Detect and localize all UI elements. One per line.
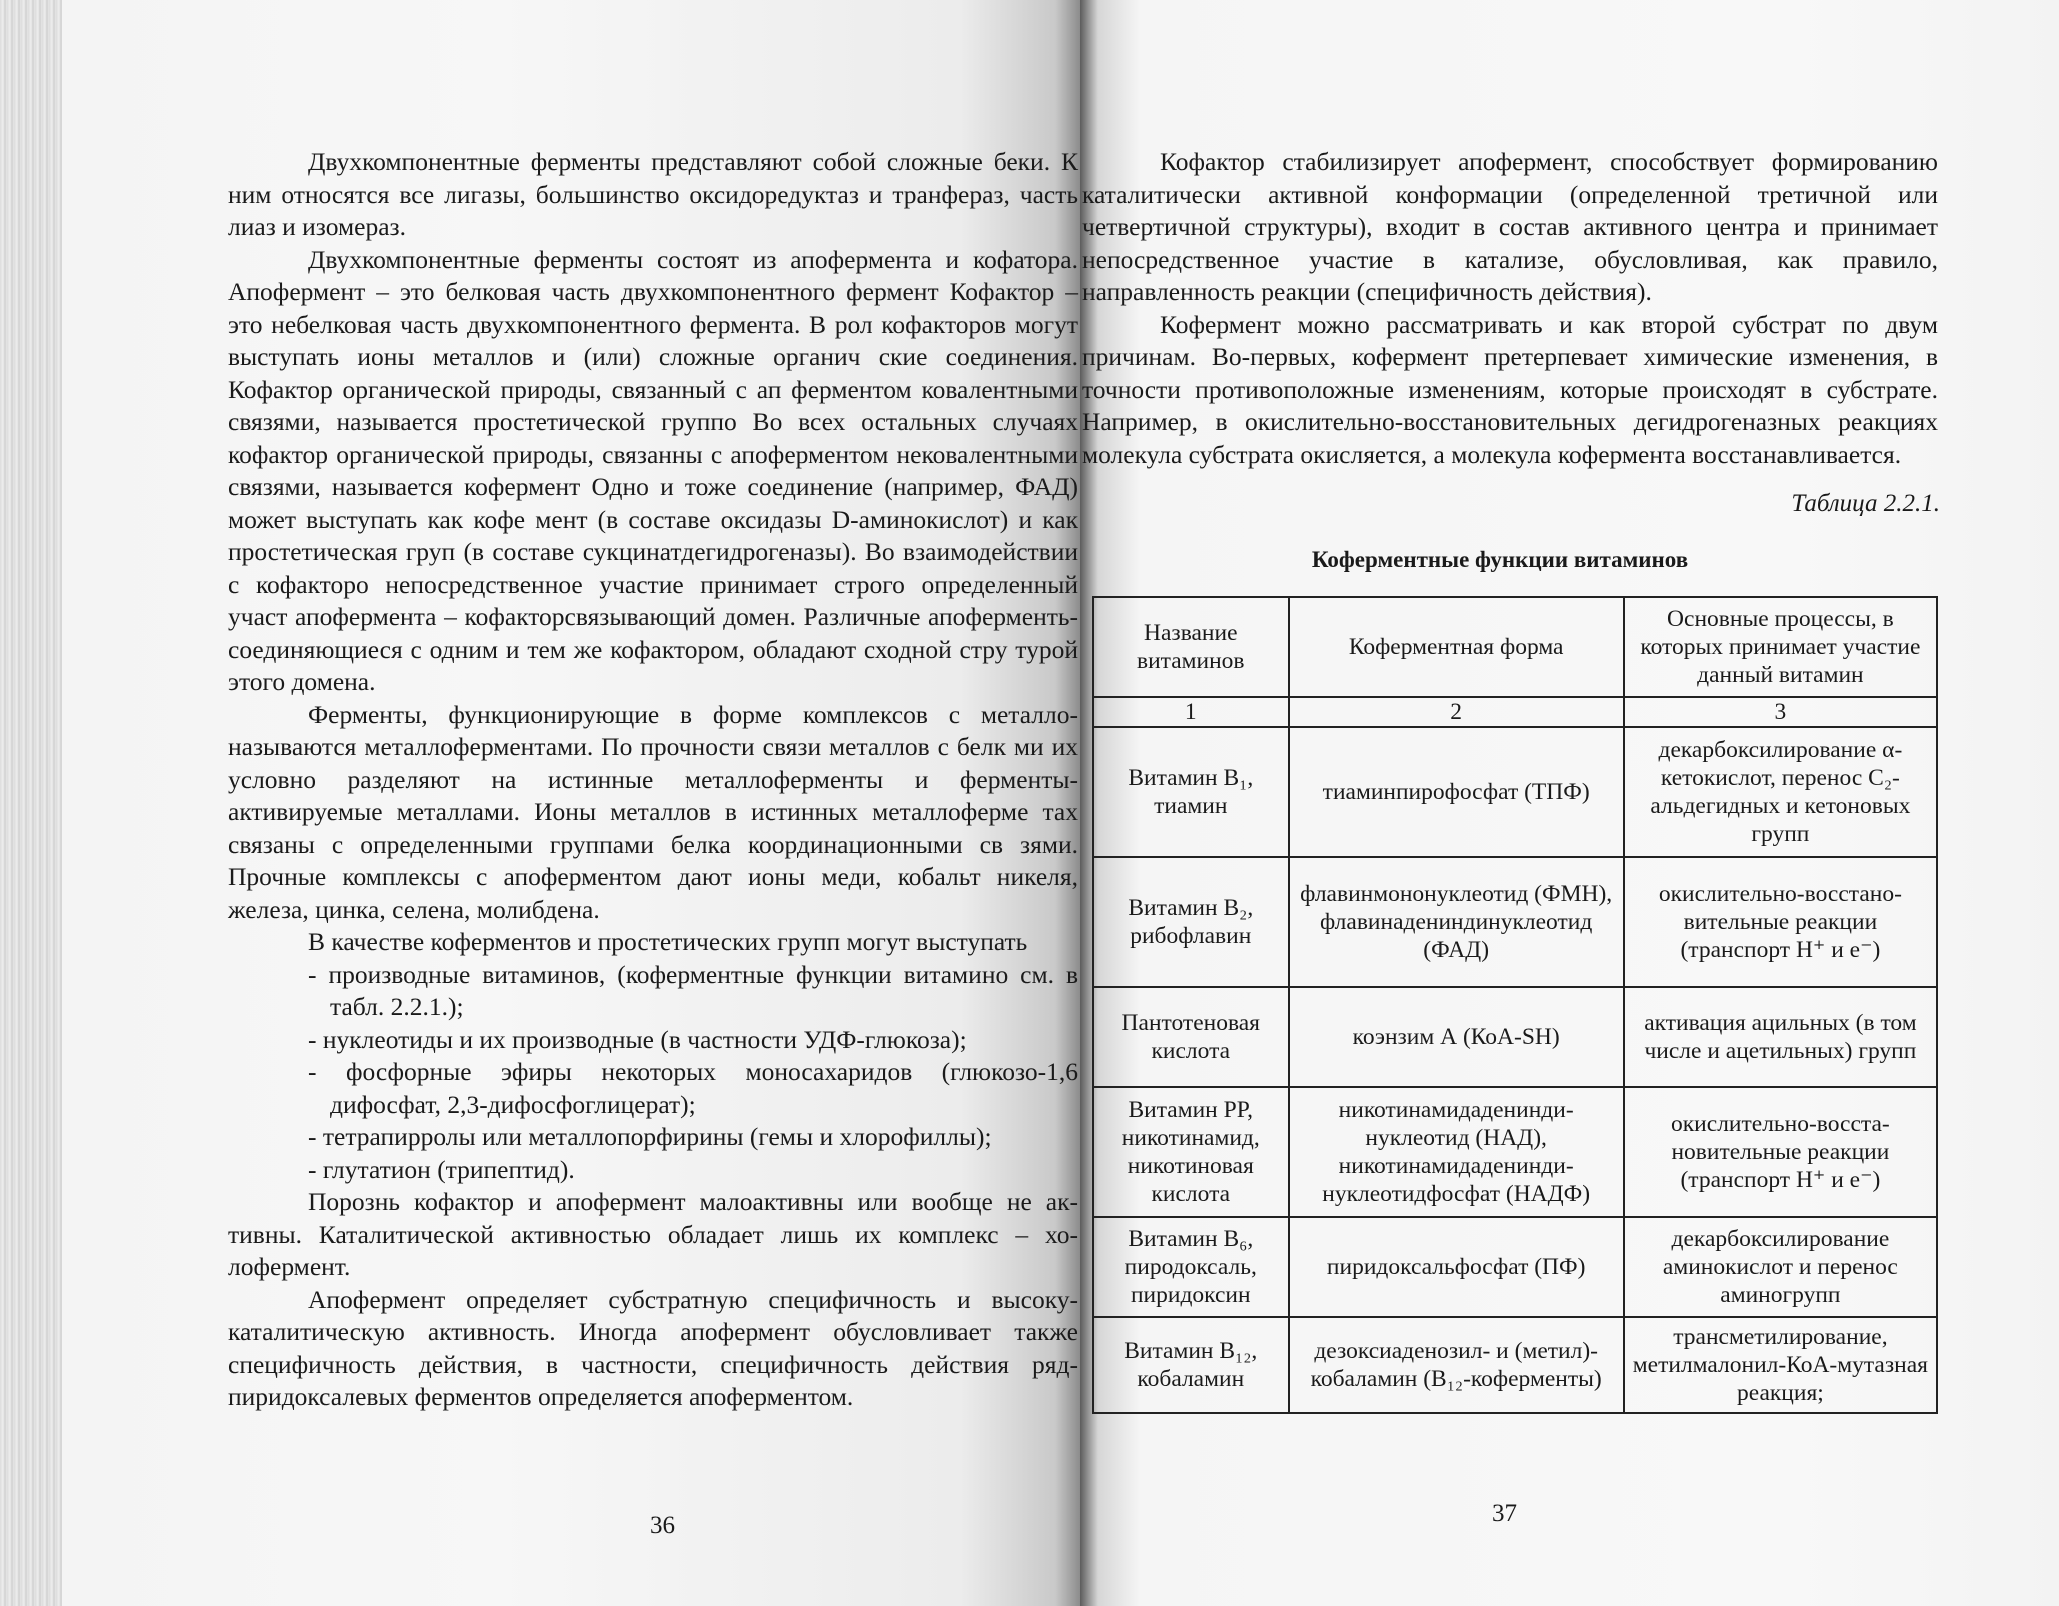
table-title: Коферментные функции витаминов bbox=[1311, 547, 1689, 572]
left-page-text bbox=[228, 146, 1078, 1414]
vitamin-cell: Витамин B₆, пиродоксаль, пиридоксин bbox=[1093, 1217, 1289, 1317]
right-page-text bbox=[1082, 146, 1938, 471]
list-item: - производные витаминов, (коферментные функции витамино см. в табл. 2.2.1.); bbox=[308, 959, 1078, 1024]
paragraph: Порознь кофактор и апофермент малоактивны или вообще не ак тивны. Каталитической активностью обладает лишь их комплекс – хо лофермент. bbox=[228, 1187, 1078, 1281]
column-number-row bbox=[1093, 697, 1937, 727]
table-row bbox=[1093, 857, 1937, 987]
paragraph: Кофактор стабилизирует апофермент, способствует формированию каталитически активной конформации (определенной третичной или четвертичной структуры), входит в состав активного центра и принимает непосредственное участие в катализе, обусловливая, как правило, направленность реакции (специфичность действия). bbox=[1082, 147, 1938, 306]
vitamin-cell: Витамин B₁, тиамин bbox=[1093, 727, 1289, 857]
column-number: 1 bbox=[1093, 697, 1289, 727]
paragraph: Апофермент определяет субстратную специфичность и высоку каталитическую активность. Иногда апофермент обусловливает также специфичность действия, в частности, специфичность действия ряд пиридоксалевых ферментов определяется апоферментом. bbox=[228, 1284, 1078, 1411]
list-item: - нуклеотиды и их производные (в частности УДФ-глюкоза); bbox=[308, 1024, 1078, 1057]
page-number: 36 bbox=[650, 1512, 675, 1539]
column-number: 3 bbox=[1624, 697, 1937, 727]
header-cell: Основные процессы, в которых принимает участие данный витамин bbox=[1624, 597, 1937, 697]
table-caption: Таблица 2.2.1. bbox=[1791, 490, 1940, 517]
process-cell: декарбоксилирование аминокислот и перенос аминогрупп bbox=[1624, 1217, 1937, 1317]
vitamin-cell: Витамин B₂, рибофлавин bbox=[1093, 857, 1289, 987]
table-header-row bbox=[1093, 597, 1937, 697]
table-row bbox=[1093, 1087, 1937, 1217]
form-cell: тиаминпирофосфат (ТПФ) bbox=[1289, 727, 1624, 857]
paragraph: Двухкомпонентные ферменты состоят из апофермента и кофатора. Апофермент – это белковая часть двухкомпонентного фермент Кофактор – это небелковая часть двухкомпонентного фермента. В рол кофакторов могут выступать ионы металлов и (или) сложные органич ские соединения. Кофактор органической природы, связанный с ап ферментом ковалентными связями, называется простетической группо Во всех остальных случаях кофактор органической природы, связанны с апоферментом нековалентными связями, называется кофермент Одно и тоже соединение (например, ФАД) может выступать как кофе мент (в составе оксидазы D-аминокислот) и как простетическая груп (в составе сукцинатдегидрогеназы). Во взаимодействии с кофакторо непосредственное участие принимает строго определенный участ апофермента – кофакторсвязывающий домен. Различные апоферменть соединяющиеся с одним и тем же кофактором, обладают сходной стру турой этого домена. bbox=[228, 244, 1078, 696]
paragraph: Двухкомпонентные ферменты представляют собой сложные беки. К ним относятся все лигазы, большинство оксидоредуктаз и транфераз, часть лиаз и изомераз. bbox=[228, 147, 1078, 241]
process-cell: окислительно-восстановительные реакции (транспорт H⁺ и e⁻) bbox=[1624, 857, 1937, 987]
paragraph: Кофермент можно рассматривать и как второй субстрат по двум причинам. Во-первых, кофермент претерпевает химические изменения, в точности противоположные изменениям, которые происходят в субстрате. Например, в окислительно-восстановительных дегидрогеназных реакциях молекула субстрата окисляется, а молекула кофермента восстанавливается. bbox=[1082, 309, 1938, 469]
form-cell: коэнзим А (КоА-SH) bbox=[1289, 987, 1624, 1087]
column-number: 2 bbox=[1289, 697, 1624, 727]
table-row bbox=[1093, 1217, 1937, 1317]
list-item: - фосфорные эфиры некоторых моносахаридов (глюкозо-1,6 дифосфат, 2,3-дифосфоглицерат); bbox=[308, 1056, 1078, 1121]
process-cell: трансметилирование, метилмалонил-КоА-мутазная реакция; bbox=[1624, 1317, 1937, 1413]
vitamin-cell: Витамин PP, никотинамид, никотиновая кислота bbox=[1093, 1087, 1289, 1217]
paragraph: В качестве коферментов и простетических групп могут выступать bbox=[308, 927, 1028, 956]
header-cell: Название витаминов bbox=[1093, 597, 1289, 697]
process-cell: окислительно-восстановительные реакции (транспорт H⁺ и e⁻) bbox=[1624, 1087, 1937, 1217]
table-row bbox=[1093, 727, 1937, 857]
list-item: - глутатион (трипептид). bbox=[308, 1154, 1078, 1187]
table-row bbox=[1093, 987, 1937, 1087]
list-item: - тетрапирролы или металлопорфирины (гемы и хлорофиллы); bbox=[308, 1121, 1078, 1154]
form-cell: дезоксиаденозил- и (метил)-кобаламин (B₁₂-коферменты) bbox=[1289, 1317, 1624, 1413]
paragraph: Ферменты, функционирующие в форме комплексов с металло называются металлоферментами. По прочности связи металлов с белк ми их условно разделяют на истинные металлоферменты и ферменты активируемые металлами. Ионы металлов в истинных металлоферме тах связаны с определенными группами белка координационными св зями. Прочные комплексы с апоферментом дают ионы меди, кобальт никеля, железа, цинка, селена, молибдена. bbox=[228, 699, 1078, 924]
header-cell: Коферментная форма bbox=[1289, 597, 1624, 697]
form-cell: пиридоксальфосфат (ПФ) bbox=[1289, 1217, 1624, 1317]
coenzyme-list bbox=[228, 959, 1078, 1187]
vitamins-table bbox=[1092, 596, 1938, 1414]
process-cell: декарбоксилирование α-кетокислот, перенос C₂-альдегидных и кетоновых групп bbox=[1624, 727, 1937, 857]
vitamin-cell: Пантотеновая кислота bbox=[1093, 987, 1289, 1087]
form-cell: флавинмононуклеотид (ФМН), флавинадениндинуклеотид (ФАД) bbox=[1289, 857, 1624, 987]
process-cell: активация ацильных (в том числе и ацетильных) групп bbox=[1624, 987, 1937, 1087]
form-cell: никотинамидадениндинуклеотид (НАД), никотинамидадениндинуклеотидфосфат (НАДФ) bbox=[1289, 1087, 1624, 1217]
page-number: 37 bbox=[1492, 1500, 1517, 1527]
table-row bbox=[1093, 1317, 1937, 1413]
vitamin-cell: Витамин B₁₂, кобаламин bbox=[1093, 1317, 1289, 1413]
page-edges bbox=[0, 0, 62, 1606]
